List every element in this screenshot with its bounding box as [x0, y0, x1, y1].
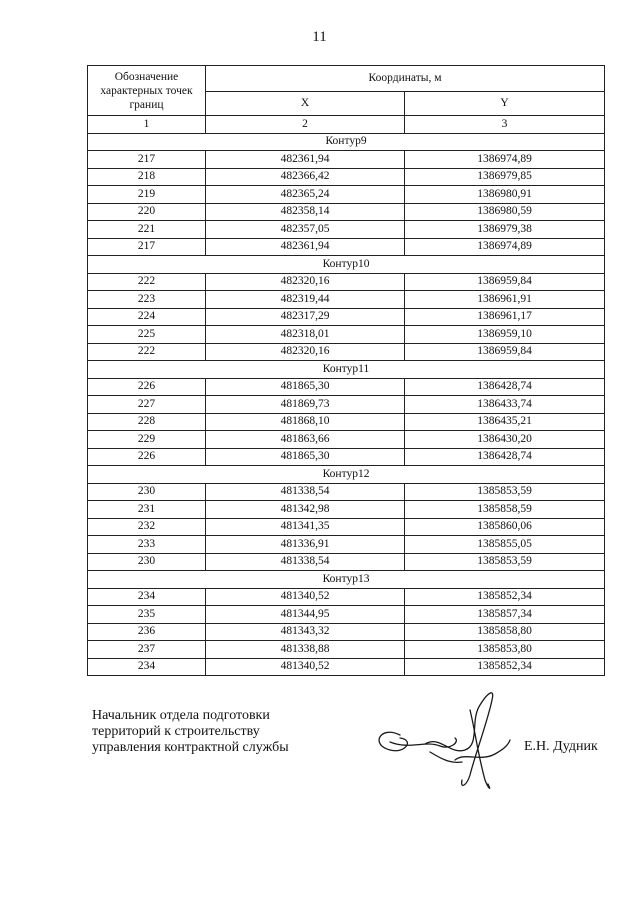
y-coordinate-cell: 1386435,21: [405, 413, 605, 431]
table-row: [88, 448, 605, 466]
x-coordinate-cell: 482361,94: [206, 238, 405, 256]
point-number-cell: 230: [88, 483, 206, 501]
contour-title: Контур10: [88, 256, 605, 274]
contour-title: Контур13: [88, 571, 605, 589]
table-row: [88, 658, 605, 676]
y-coordinate-cell: 1385860,06: [405, 518, 605, 536]
x-coordinate-cell: 482320,16: [206, 343, 405, 361]
point-number-cell: 230: [88, 553, 206, 571]
x-coordinate-cell: 481343,32: [206, 623, 405, 641]
y-coordinate-cell: 1385857,34: [405, 606, 605, 624]
y-coordinate-cell: 1386979,85: [405, 168, 605, 186]
table-row: [88, 221, 605, 239]
x-coordinate-cell: 481336,91: [206, 536, 405, 554]
x-coordinate-cell: 482320,16: [206, 273, 405, 291]
x-coordinate-cell: 481338,88: [206, 641, 405, 659]
contour-title: Контур11: [88, 361, 605, 379]
y-coordinate-cell: 1385852,34: [405, 658, 605, 676]
table-row: [88, 483, 605, 501]
y-coordinate-cell: 1386959,10: [405, 326, 605, 344]
table-row: [88, 606, 605, 624]
point-number-cell: 222: [88, 343, 206, 361]
x-coordinate-cell: 481340,52: [206, 588, 405, 606]
x-coordinate-cell: 482365,24: [206, 186, 405, 204]
point-number-cell: 223: [88, 291, 206, 309]
y-coordinate-cell: 1386979,38: [405, 221, 605, 239]
x-coordinate-cell: 481338,54: [206, 553, 405, 571]
signature-block: [92, 708, 289, 756]
x-coordinate-cell: 482319,44: [206, 291, 405, 309]
y-coordinate-cell: 1386430,20: [405, 431, 605, 449]
table-row: [88, 343, 605, 361]
y-coordinate-cell: 1385853,80: [405, 641, 605, 659]
handwritten-signature: [370, 680, 520, 800]
point-number-cell: 226: [88, 378, 206, 396]
contour-header-row: [88, 571, 605, 589]
point-number-cell: 218: [88, 168, 206, 186]
point-number-cell: 217: [88, 238, 206, 256]
table-row: [88, 588, 605, 606]
point-number-cell: 221: [88, 221, 206, 239]
point-number-cell: 229: [88, 431, 206, 449]
x-coordinate-cell: 481340,52: [206, 658, 405, 676]
y-coordinate-cell: 1386980,91: [405, 186, 605, 204]
coordinates-table: [87, 65, 605, 676]
point-number-cell: 227: [88, 396, 206, 414]
point-number-cell: 225: [88, 326, 206, 344]
table-row: [88, 168, 605, 186]
y-coordinate-cell: 1386428,74: [405, 448, 605, 466]
x-coordinate-cell: 482357,05: [206, 221, 405, 239]
x-coordinate-cell: 481342,98: [206, 501, 405, 519]
point-number-cell: 235: [88, 606, 206, 624]
table-row: [88, 273, 605, 291]
point-number-cell: 234: [88, 658, 206, 676]
contour-title: Контур9: [88, 133, 605, 151]
table-row: [88, 413, 605, 431]
y-coordinate-cell: 1386961,91: [405, 291, 605, 309]
y-coordinate-cell: 1385855,05: [405, 536, 605, 554]
x-coordinate-cell: 481344,95: [206, 606, 405, 624]
table-row: [88, 396, 605, 414]
column-number-3: 3: [405, 116, 605, 134]
table-row: [88, 518, 605, 536]
y-coordinate-cell: 1386428,74: [405, 378, 605, 396]
contour-header-row: [88, 133, 605, 151]
x-coordinate-cell: 481865,30: [206, 448, 405, 466]
table-row: [88, 308, 605, 326]
signer-name: Е.Н. Дудник: [524, 739, 598, 754]
table-row: [88, 378, 605, 396]
y-coordinate-cell: 1385858,59: [405, 501, 605, 519]
column-number-2: 2: [206, 116, 405, 134]
position-line-2: территорий к строительству: [92, 724, 260, 739]
position-line-1: Начальник отдела подготовки: [92, 708, 270, 723]
x-coordinate-cell: 481341,35: [206, 518, 405, 536]
table-row: [88, 203, 605, 221]
y-coordinate-cell: 1386959,84: [405, 273, 605, 291]
x-coordinate-cell: 482366,42: [206, 168, 405, 186]
x-coordinate-cell: 482317,29: [206, 308, 405, 326]
x-coordinate-cell: 481865,30: [206, 378, 405, 396]
header-coordinates: Координаты, м: [206, 66, 605, 92]
point-number-cell: 226: [88, 448, 206, 466]
table-row: [88, 553, 605, 571]
point-number-cell: 224: [88, 308, 206, 326]
point-number-cell: 219: [88, 186, 206, 204]
y-coordinate-cell: 1385852,34: [405, 588, 605, 606]
table-row: [88, 623, 605, 641]
header-point-designation: Обозначение характерных точек границ: [88, 66, 206, 116]
y-coordinate-cell: 1386433,74: [405, 396, 605, 414]
table-row: [88, 151, 605, 169]
x-coordinate-cell: 481338,54: [206, 483, 405, 501]
point-number-cell: 231: [88, 501, 206, 519]
y-coordinate-cell: 1386974,89: [405, 238, 605, 256]
point-number-cell: 232: [88, 518, 206, 536]
point-number-cell: 236: [88, 623, 206, 641]
contour-header-row: [88, 256, 605, 274]
y-coordinate-cell: 1385858,80: [405, 623, 605, 641]
y-coordinate-cell: 1386980,59: [405, 203, 605, 221]
table-row: [88, 238, 605, 256]
x-coordinate-cell: 482318,01: [206, 326, 405, 344]
point-number-cell: 220: [88, 203, 206, 221]
point-number-cell: 237: [88, 641, 206, 659]
contour-header-row: [88, 361, 605, 379]
x-coordinate-cell: 482361,94: [206, 151, 405, 169]
point-number-cell: 234: [88, 588, 206, 606]
y-coordinate-cell: 1386959,84: [405, 343, 605, 361]
point-number-cell: 228: [88, 413, 206, 431]
x-coordinate-cell: 481863,66: [206, 431, 405, 449]
header-y: Y: [405, 92, 605, 116]
y-coordinate-cell: 1385853,59: [405, 553, 605, 571]
y-coordinate-cell: 1386974,89: [405, 151, 605, 169]
table-row: [88, 641, 605, 659]
point-number-cell: 222: [88, 273, 206, 291]
x-coordinate-cell: 482358,14: [206, 203, 405, 221]
table-row: [88, 431, 605, 449]
x-coordinate-cell: 481868,10: [206, 413, 405, 431]
x-coordinate-cell: 481869,73: [206, 396, 405, 414]
column-number-1: 1: [88, 116, 206, 134]
y-coordinate-cell: 1386961,17: [405, 308, 605, 326]
table-row: [88, 501, 605, 519]
table-row: [88, 536, 605, 554]
contour-header-row: [88, 466, 605, 484]
page-number: 11: [312, 29, 327, 45]
position-line-3: управления контрактной службы: [92, 740, 289, 755]
point-number-cell: 217: [88, 151, 206, 169]
table-row: [88, 186, 605, 204]
table-row: [88, 291, 605, 309]
table-body: [88, 133, 605, 676]
header-x: X: [206, 92, 405, 116]
contour-title: Контур12: [88, 466, 605, 484]
y-coordinate-cell: 1385853,59: [405, 483, 605, 501]
table-row: [88, 326, 605, 344]
point-number-cell: 233: [88, 536, 206, 554]
